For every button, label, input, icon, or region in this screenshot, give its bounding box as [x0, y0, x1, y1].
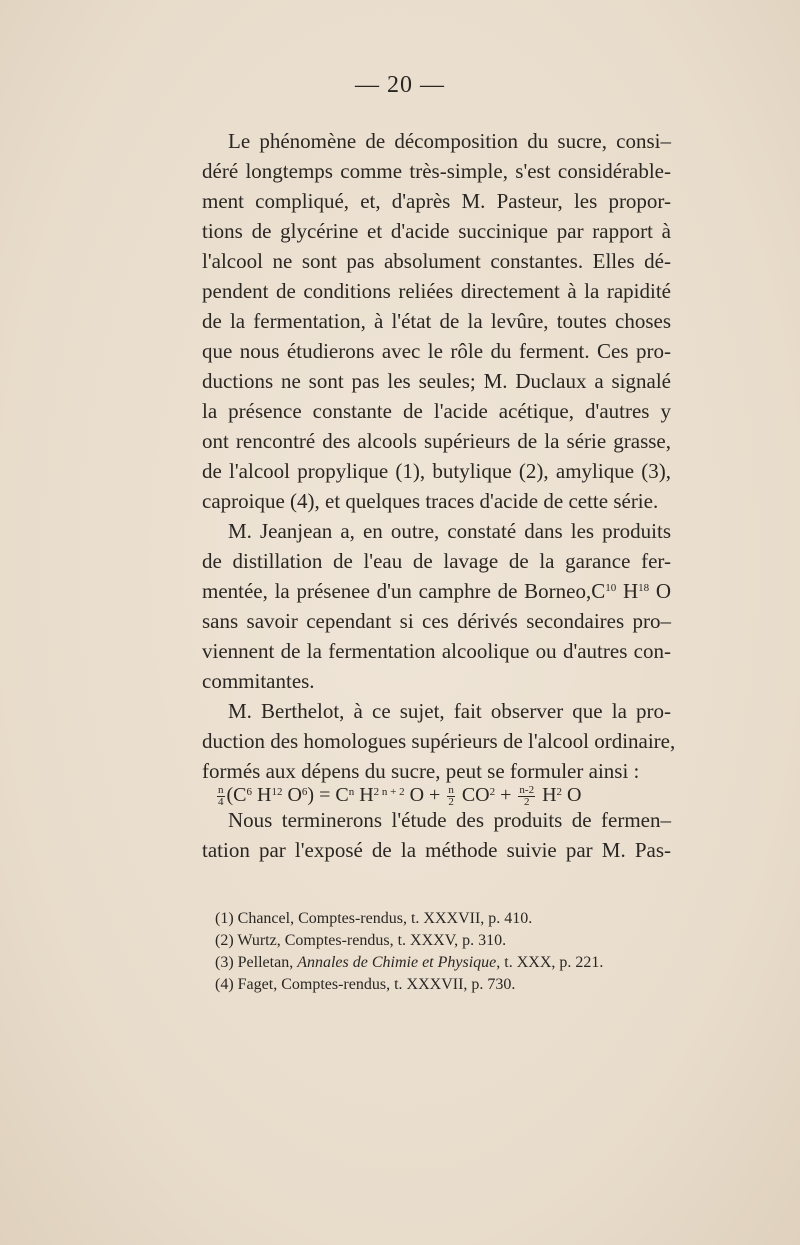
superscript: 18	[638, 582, 650, 594]
text-line: Le phénomène de décomposition du sucre, consi–	[228, 129, 671, 153]
formula-part: +	[495, 784, 517, 806]
superscript: 6	[246, 786, 252, 798]
footnote	[215, 952, 685, 974]
formula-part: H	[537, 784, 557, 806]
text-line: duction des homologues supérieurs de l'alcool ordinaire,	[202, 729, 676, 753]
fraction-denominator: 2	[524, 795, 530, 808]
formula-part: O +	[404, 784, 446, 806]
page-number: — 20 —	[355, 72, 445, 98]
text-segment: mentée, la présenee d'un camphre de Borneo,C	[202, 579, 606, 603]
paragraph-3	[202, 696, 676, 786]
formula-part: O	[282, 784, 302, 806]
formula-part: H	[252, 784, 272, 806]
text-line: l'alcool ne sont pas absolument constantes. Elles dé-	[202, 249, 671, 273]
journal-title: Annales de Chimie et Physique	[297, 954, 497, 971]
fraction-numerator: n	[218, 783, 224, 796]
body-text	[202, 126, 676, 786]
text-line: commitantes.	[202, 669, 315, 693]
footnote-segment: , t. XXX, p. 221.	[496, 954, 604, 971]
footnote: (1) Chancel, Comptes-rendus, t. XXXVII, p. 410.	[215, 910, 533, 927]
text-line: de l'alcool propylique (1), butylique (2), amylique (3),	[202, 459, 671, 483]
superscript: 12	[271, 786, 283, 798]
text-line: de la fermentation, à l'état de la levûre, toutes choses	[202, 309, 671, 333]
fraction-numerator: n	[448, 783, 454, 796]
superscript: 2 n + 2	[373, 786, 405, 798]
formula-part: (C	[226, 784, 247, 806]
text-segment: H	[616, 579, 639, 603]
footnote: (4) Faget, Comptes-rendus, t. XXXVII, p. 730.	[215, 976, 516, 993]
paragraph-4	[202, 805, 671, 865]
footnote: (2) Wurtz, Comptes-rendus, t. XXXV, p. 310.	[215, 932, 507, 949]
text-line: sans savoir cependant si ces dérivés secondaires pro–	[202, 609, 671, 633]
body-text-continued	[202, 805, 671, 865]
text-line: tions de glycérine et d'acide succinique par rapport à	[202, 219, 671, 243]
text-segment: O	[649, 579, 672, 603]
footnotes	[215, 908, 685, 996]
text-line: caproique (4), et quelques traces d'acide de cette série.	[202, 489, 659, 513]
fraction-denominator: 4	[218, 795, 224, 808]
text-line: de distillation de l'eau de lavage de la garance fer-	[202, 549, 671, 573]
text-line: pendent de conditions reliées directement à la rapidité	[202, 279, 671, 303]
text-line: ment compliqué, et, d'après M. Pasteur, les propor-	[202, 189, 671, 213]
text-line: ont rencontré des alcools supérieurs de la série grasse,	[202, 429, 671, 453]
text-line: ductions ne sont pas les seules; M. Duclaux a signalé	[202, 369, 671, 393]
paragraph-2	[202, 516, 671, 696]
superscript: 2	[556, 786, 563, 798]
fraction-numerator: n-2	[519, 783, 535, 796]
paragraph-1	[202, 126, 671, 516]
text-line: tation par l'exposé de la méthode suivie par M. Pas-	[202, 838, 671, 862]
formula-part: O	[562, 784, 582, 806]
fraction-denominator: 2	[448, 795, 454, 808]
text-line: M. Jeanjean a, en outre, constaté dans les produits	[228, 519, 671, 543]
formula-part: H	[354, 784, 374, 806]
formula-part: ) = C	[307, 784, 349, 806]
footnote-segment: (3) Pelletan,	[215, 954, 298, 971]
superscript: 10	[605, 582, 617, 594]
text-line: M. Berthelot, à ce sujet, fait observer que la pro-	[228, 699, 671, 723]
text-line: que nous étudierons avec le rôle du ferment. Ces pro-	[202, 339, 671, 363]
text-line: Nous terminerons l'étude des produits de fermen–	[228, 808, 671, 832]
text-line: la présence constante de l'acide acétique, d'autres y	[202, 399, 671, 423]
text-line: déré longtemps comme très-simple, s'est considérable-	[202, 159, 671, 183]
text-line-camphre-formula	[202, 576, 671, 606]
superscript: n	[348, 786, 355, 798]
superscript: 6	[301, 786, 308, 798]
text-line: formés aux dépens du sucre, peut se formuler ainsi :	[202, 759, 640, 783]
superscript: 2	[489, 786, 496, 798]
formula-part: CO	[456, 784, 490, 806]
text-line: viennent de la fermentation alcoolique ou d'autres con-	[202, 639, 671, 663]
